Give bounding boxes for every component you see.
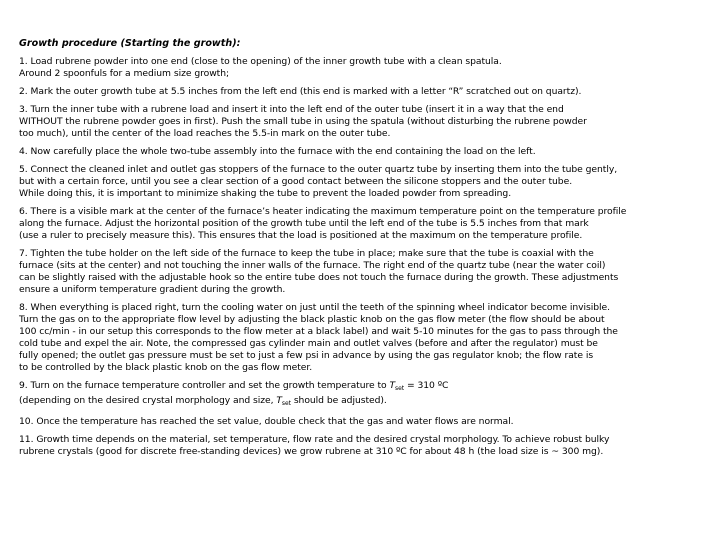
step-8-line-6: to be controlled by the black plastic knob on the gas flow meter. [19, 362, 313, 373]
step-8-line-4: cold tube and expel the air. Note, the compressed gas cylinder main and outlet valves (before and after the regulator) must be [19, 338, 598, 349]
step-6-line-3: (use a ruler to precisely measure this). This ensures that the load is positioned at the maximum on the temperature profile. [19, 230, 583, 241]
step-4 [19, 146, 713, 158]
step-9-temperature-value: = 310 ºC [404, 380, 449, 391]
step-6-line-2: along the furnace. Adjust the horizontal position of the growth tube until the left end of the tube is 5.5 inches from that mark [19, 218, 589, 229]
step-5 [19, 164, 713, 200]
step-11-line-1: 11. Growth time depends on the material, set temperature, flow rate and the desired crystal morphology. To achieve robust bulky [19, 434, 610, 445]
step-10 [19, 416, 713, 428]
step-5-line-1: 5. Connect the cleaned inlet and outlet gas stoppers of the furnace to the outer quartz tube by inserting them into the tube gently, [19, 164, 618, 175]
step-8-line-3: 100 cc/min - in our setup this corresponds to the flow meter at a black label) and wait 5-10 minutes for the gas to pass through the [19, 326, 618, 337]
step-1-line-1: 1. Load rubrene powder into one end (close to the opening) of the inner growth tube with a clean spatula. [19, 56, 502, 67]
document-page [19, 38, 713, 464]
step-9-line-1 [19, 380, 713, 395]
step-7-line-2: furnace (sits at the center) and not touching the inner walls of the furnace. The right end of the quartz tube (near the water coil) [19, 260, 606, 271]
step-7-line-3: can be slightly raised with the adjustable hook so the entire tube does not touch the furnace during the growth. These adjustments [19, 272, 619, 283]
step-8-line-1: 8. When everything is placed right, turn the cooling water on just until the teeth of the spinning wheel indicator become invisible. [19, 302, 611, 313]
step-7-line-1: 7. Tighten the tube holder on the left side of the furnace to keep the tube in place; make sure that the tube is coaxial with the [19, 248, 594, 259]
step-10-line-1: 10. Once the temperature has reached the set value, double check that the gas and water flows are normal. [19, 416, 514, 427]
step-4-line-1: 4. Now carefully place the whole two-tube assembly into the furnace with the end containing the load on the left. [19, 146, 536, 157]
temperature-symbol-2: T [276, 395, 282, 406]
temperature-subscript-2: set [281, 400, 291, 407]
step-3-line-1: 3. Turn the inner tube with a rubrene load and insert it into the left end of the outer tube (insert it in a way that the end [19, 104, 564, 115]
section-heading: Growth procedure (Starting the growth): [19, 38, 241, 49]
step-9-text-before-temp: 9. Turn on the furnace temperature controller and set the growth temperature to [19, 380, 390, 391]
step-5-line-3: While doing this, it is important to minimize shaking the tube to prevent the loaded powder from spreading. [19, 188, 512, 199]
step-2 [19, 86, 713, 98]
step-9 [19, 380, 713, 410]
step-11-line-2: rubrene crystals (good for discrete free-standing devices) we grow rubrene at 310 ºC for about 48 h (the load size is ~ 300 mg). [19, 446, 604, 457]
step-5-line-2: but with a certain force, until you see a clear section of a good contact between the silicone stoppers and the outer tube. [19, 176, 573, 187]
step-3-line-2: WITHOUT the rubrene powder goes in first). Push the small tube in using the spatula (without disturbing the rubrene powder [19, 116, 587, 127]
step-2-line-1: 2. Mark the outer growth tube at 5.5 inches from the left end (this end is marked with a letter “R” scratched out on quartz). [19, 86, 582, 97]
step-3 [19, 104, 713, 140]
step-7-line-4: ensure a uniform temperature gradient during the growth. [19, 284, 286, 295]
step-8-line-2: Turn the gas on to the appropriate flow level by adjusting the black plastic knob on the gas flow meter (the flow should be about [19, 314, 605, 325]
step-11 [19, 434, 713, 458]
step-8 [19, 302, 713, 374]
step-8-line-5: fully opened; the outlet gas pressure must be set to just a few psi in advance by using the gas regulator knob; the flow rate is [19, 350, 594, 361]
step-6 [19, 206, 713, 242]
step-1 [19, 56, 713, 80]
step-6-line-1: 6. There is a visible mark at the center of the furnace’s heater indicating the maximum temperature point on the temperature profile [19, 206, 627, 217]
step-9-text-after-symbol: should be adjusted). [290, 395, 387, 406]
step-9-text-before-symbol: (depending on the desired crystal morphology and size, [19, 395, 277, 406]
step-1-line-2: Around 2 spoonfuls for a medium size growth; [19, 68, 230, 79]
step-3-line-3: too much), until the center of the load reaches the 5.5-in mark on the outer tube. [19, 128, 391, 139]
temperature-symbol: T [389, 380, 396, 391]
step-9-line-2 [19, 395, 713, 410]
temperature-subscript: set [395, 385, 405, 392]
step-7 [19, 248, 713, 296]
